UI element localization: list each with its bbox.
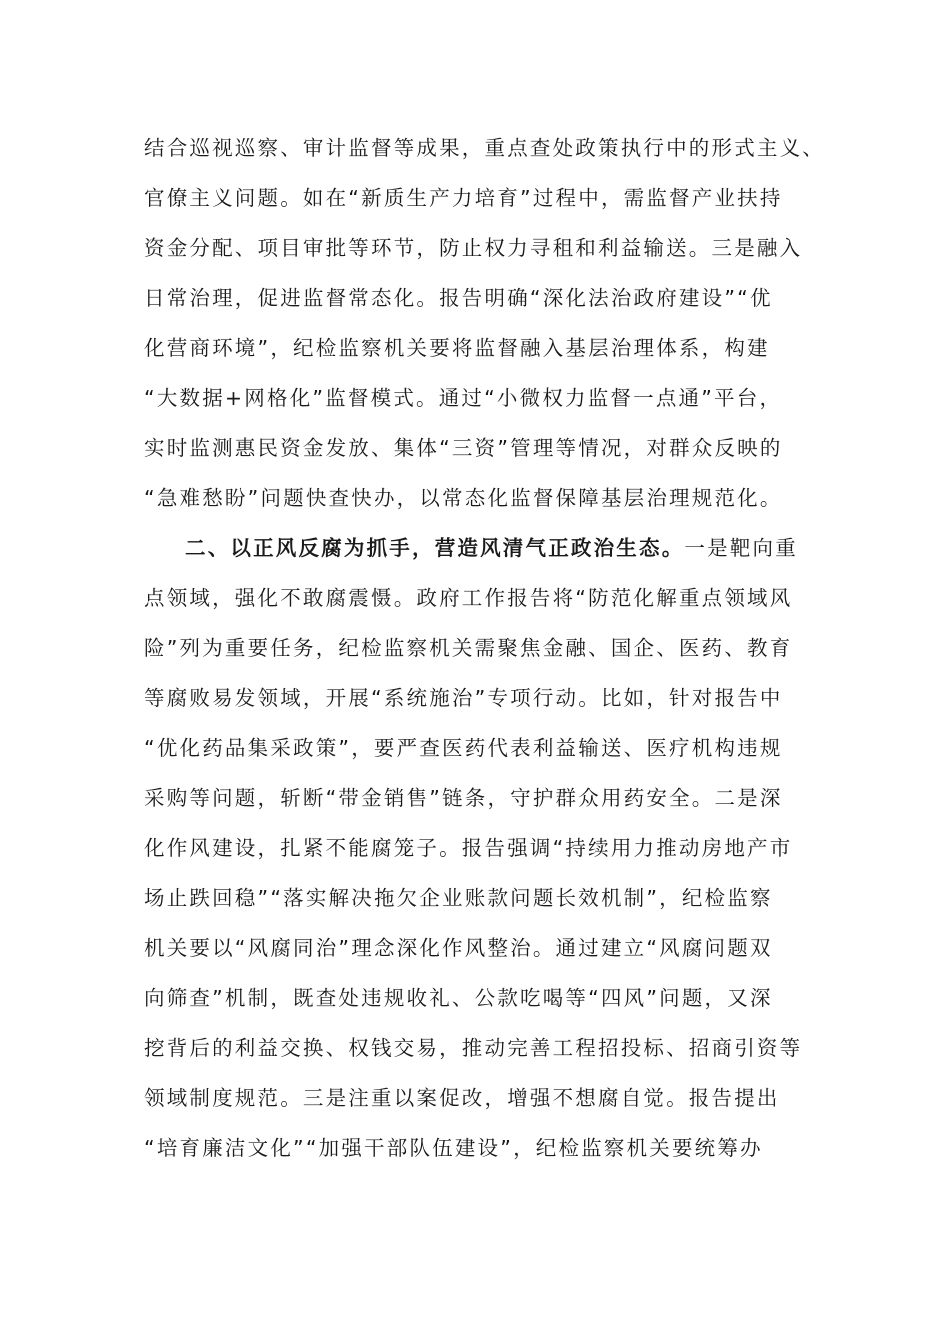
text-line: 化作风建设，扎紧不能腐笼子。报告强调“持续用力推动房地产市 bbox=[144, 836, 793, 860]
text-line: 资金分配、项目审批等环节，防止权力寻租和利益输送。三是融入 bbox=[144, 236, 803, 260]
section-heading-continuation: 一是靶向重 bbox=[684, 536, 798, 560]
text-line: 官僚主义问题。如在“新质生产力培育”过程中，需监督产业扶持 bbox=[144, 186, 783, 210]
text-line: 日常治理，促进监督常态化。报告明确“深化法治政府建设”“优 bbox=[144, 286, 773, 310]
text-line: 领域制度规范。三是注重以案促改，增强不想腐自觉。报告提出 bbox=[144, 1086, 780, 1110]
section-heading: 二、以正风反腐为抓手，营造风清气正政治生态。 bbox=[185, 536, 685, 560]
text-line: 向筛查”机制，既查处违规收礼、公款吃喝等“四风”问题，又深 bbox=[144, 986, 773, 1010]
text-line: “急难愁盼”问题快查快办，以常态化监督保障基层治理规范化。 bbox=[144, 486, 783, 510]
text-line: 化营商环境”，纪检监察机关要将监督融入基层治理体系，构建 bbox=[144, 336, 770, 360]
section-heading-line bbox=[185, 533, 798, 563]
text-line: “培育廉洁文化”“加强干部队伍建设”，纪检监察机关要统筹办 bbox=[144, 1136, 763, 1160]
text-line: 实时监测惠民资金发放、集体“三资”管理等情况，对群众反映的 bbox=[144, 436, 783, 460]
text-line: 挖背后的利益交换、权钱交易，推动完善工程招投标、招商引资等 bbox=[144, 1036, 803, 1060]
text-line: 点领域，强化不敢腐震慑。政府工作报告将“防范化解重点领域风 bbox=[144, 586, 793, 610]
text-line: 机关要以“风腐同治”理念深化作风整治。通过建立“风腐问题双 bbox=[144, 936, 773, 960]
text-line: 场止跌回稳”“落实解决拖欠企业账款问题长效机制”，纪检监察 bbox=[144, 886, 773, 910]
text-line: 结合巡视巡察、审计监督等成果，重点查处政策执行中的形式主义、 bbox=[144, 136, 825, 160]
text-line: 险”列为重要任务，纪检监察机关需聚焦金融、国企、医药、教育 bbox=[144, 636, 793, 660]
text-line: “优化药品集采政策”，要严查医药代表利益输送、医疗机构违规 bbox=[144, 736, 783, 760]
text-line: 等腐败易发领域，开展“系统施治”专项行动。比如，针对报告中 bbox=[144, 686, 783, 710]
text-line: 采购等问题，斩断“带金销售”链条，守护群众用药安全。二是深 bbox=[144, 786, 783, 810]
text-line: “大数据+网格化”监督模式。通过“小微权力监督一点通”平台， bbox=[144, 386, 783, 410]
